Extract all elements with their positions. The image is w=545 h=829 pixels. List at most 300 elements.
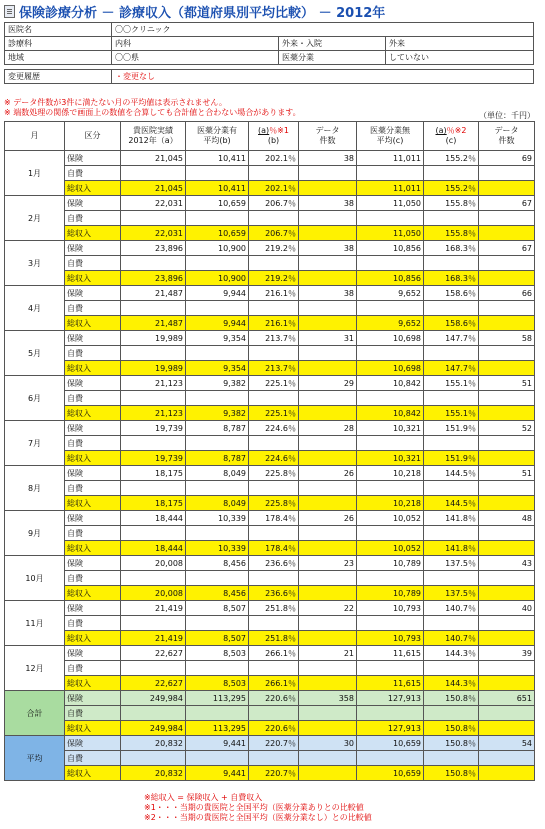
value-cell: 22,031 <box>121 226 186 241</box>
value-cell <box>121 166 186 181</box>
month-label: 平均 <box>5 736 65 781</box>
category-label: 自費 <box>65 166 121 181</box>
self-pay-row <box>5 346 535 361</box>
value-cell <box>479 586 535 601</box>
value-cell: 10,659 <box>186 226 249 241</box>
value-cell <box>299 391 357 406</box>
self-pay-row <box>5 616 535 631</box>
value-cell: 206.7％ <box>249 226 299 241</box>
month-label: 11月 <box>5 601 65 646</box>
value-cell <box>299 751 357 766</box>
category-label: 総収入 <box>65 541 121 556</box>
header-ratio2: (a)％※2 (c) <box>424 122 479 151</box>
value-cell: 38 <box>299 196 357 211</box>
footnote-line: ※2・・・当期の貴医院と全国平均（医薬分業なし）との比較値 <box>144 813 372 822</box>
value-cell <box>479 166 535 181</box>
category-label: 保険 <box>65 646 121 661</box>
value-cell <box>121 436 186 451</box>
value-cell: 10,698 <box>357 361 424 376</box>
insurance-row <box>5 196 535 211</box>
insurance-row <box>5 241 535 256</box>
total-revenue-row <box>5 271 535 286</box>
insurance-row <box>5 736 535 751</box>
value-cell: 8,787 <box>186 421 249 436</box>
value-cell: 18,175 <box>121 496 186 511</box>
history-value: ・変更なし <box>112 70 534 84</box>
insurance-row <box>5 691 535 706</box>
value-cell: 225.8％ <box>249 496 299 511</box>
value-cell: 19,739 <box>121 451 186 466</box>
month-label: 3月 <box>5 241 65 286</box>
value-cell: 10,659 <box>186 196 249 211</box>
value-cell: 10,411 <box>186 181 249 196</box>
header-sep-no: 医薬分業無 平均(c) <box>357 122 424 151</box>
value-cell <box>186 166 249 181</box>
value-cell: 213.7％ <box>249 331 299 346</box>
value-cell: 11,050 <box>357 196 424 211</box>
value-cell: 144.5％ <box>424 466 479 481</box>
value-cell: 21,123 <box>121 406 186 421</box>
value-cell <box>121 211 186 226</box>
category-label: 総収入 <box>65 226 121 241</box>
notes <box>4 98 301 118</box>
value-cell <box>299 706 357 721</box>
value-cell: 155.2％ <box>424 181 479 196</box>
month-label: 6月 <box>5 376 65 421</box>
value-cell <box>186 706 249 721</box>
footnote-line: ※1・・・当期の貴医院と全国平均（医薬分業ありとの比較値 <box>144 803 364 812</box>
value-cell <box>299 661 357 676</box>
value-cell: 158.6％ <box>424 316 479 331</box>
value-cell <box>299 301 357 316</box>
value-cell <box>249 481 299 496</box>
value-cell: 10,339 <box>186 511 249 526</box>
unit-label: （単位：千円） <box>479 111 535 120</box>
value-cell: 236.6％ <box>249 586 299 601</box>
value-cell: 39 <box>479 646 535 661</box>
value-cell <box>479 346 535 361</box>
value-cell <box>479 661 535 676</box>
insurance-row <box>5 151 535 166</box>
value-cell <box>357 301 424 316</box>
value-cell: 20,832 <box>121 736 186 751</box>
value-cell <box>479 541 535 556</box>
value-cell <box>299 676 357 691</box>
category-label: 保険 <box>65 601 121 616</box>
value-cell: 9,441 <box>186 736 249 751</box>
category-label: 自費 <box>65 526 121 541</box>
outin-label: 外来・入院 <box>279 37 386 51</box>
clinic-info-table <box>4 22 534 84</box>
value-cell <box>299 721 357 736</box>
value-cell <box>424 211 479 226</box>
value-cell <box>479 721 535 736</box>
value-cell: 54 <box>479 736 535 751</box>
value-cell <box>299 541 357 556</box>
value-cell: 11,615 <box>357 676 424 691</box>
value-cell: 202.1％ <box>249 151 299 166</box>
header-own: 貴医院実績 2012年（a） <box>121 122 186 151</box>
value-cell: 11,011 <box>357 151 424 166</box>
total-revenue-row <box>5 676 535 691</box>
category-label: 保険 <box>65 286 121 301</box>
value-cell: 10,698 <box>357 331 424 346</box>
value-cell: 127,913 <box>357 691 424 706</box>
value-cell: 10,052 <box>357 511 424 526</box>
value-cell <box>249 436 299 451</box>
category-label: 保険 <box>65 331 121 346</box>
value-cell <box>121 661 186 676</box>
value-cell: 8,503 <box>186 676 249 691</box>
value-cell: 9,944 <box>186 316 249 331</box>
value-cell: 236.6％ <box>249 556 299 571</box>
insurance-row <box>5 466 535 481</box>
category-label: 総収入 <box>65 496 121 511</box>
region-value: 〇〇県 <box>112 51 279 65</box>
value-cell: 10,339 <box>186 541 249 556</box>
value-cell <box>121 346 186 361</box>
value-cell: 216.1％ <box>249 316 299 331</box>
header-count1: データ 件数 <box>299 122 357 151</box>
value-cell: 10,411 <box>186 151 249 166</box>
value-cell <box>121 481 186 496</box>
total-revenue-row <box>5 766 535 781</box>
category-label: 自費 <box>65 571 121 586</box>
category-label: 総収入 <box>65 181 121 196</box>
total-revenue-row <box>5 451 535 466</box>
value-cell: 251.8％ <box>249 631 299 646</box>
value-cell: 141.8％ <box>424 511 479 526</box>
self-pay-row <box>5 166 535 181</box>
value-cell: 20,832 <box>121 766 186 781</box>
value-cell <box>249 706 299 721</box>
month-label: 10月 <box>5 556 65 601</box>
value-cell: 266.1％ <box>249 676 299 691</box>
separation-value: していない <box>386 51 534 65</box>
value-cell <box>479 436 535 451</box>
value-cell: 224.6％ <box>249 451 299 466</box>
value-cell: 10,793 <box>357 631 424 646</box>
value-cell <box>121 571 186 586</box>
value-cell: 10,842 <box>357 406 424 421</box>
value-cell: 8,049 <box>186 466 249 481</box>
value-cell <box>479 211 535 226</box>
value-cell <box>357 571 424 586</box>
month-label: 12月 <box>5 646 65 691</box>
value-cell: 19,739 <box>121 421 186 436</box>
value-cell <box>479 751 535 766</box>
value-cell: 21,487 <box>121 286 186 301</box>
value-cell: 29 <box>299 376 357 391</box>
value-cell: 22,031 <box>121 196 186 211</box>
value-cell: 21,487 <box>121 316 186 331</box>
month-label: 8月 <box>5 466 65 511</box>
value-cell <box>299 766 357 781</box>
category-label: 自費 <box>65 661 121 676</box>
value-cell: 19,989 <box>121 331 186 346</box>
value-cell <box>299 361 357 376</box>
value-cell: 10,789 <box>357 586 424 601</box>
region-label: 地域 <box>5 51 112 65</box>
total-revenue-row <box>5 541 535 556</box>
value-cell: 8,049 <box>186 496 249 511</box>
month-label: 2月 <box>5 196 65 241</box>
value-cell: 651 <box>479 691 535 706</box>
value-cell: 144.3％ <box>424 646 479 661</box>
value-cell: 178.4％ <box>249 541 299 556</box>
self-pay-row <box>5 751 535 766</box>
value-cell: 225.1％ <box>249 376 299 391</box>
insurance-row <box>5 511 535 526</box>
value-cell: 8,456 <box>186 556 249 571</box>
value-cell: 58 <box>479 331 535 346</box>
value-cell: 21,419 <box>121 631 186 646</box>
value-cell: 150.8％ <box>424 766 479 781</box>
value-cell <box>357 391 424 406</box>
value-cell <box>479 571 535 586</box>
value-cell: 206.7％ <box>249 196 299 211</box>
value-cell <box>357 211 424 226</box>
self-pay-row <box>5 256 535 271</box>
category-label: 保険 <box>65 556 121 571</box>
value-cell: 10,218 <box>357 496 424 511</box>
value-cell: 137.5％ <box>424 556 479 571</box>
value-cell <box>121 526 186 541</box>
total-revenue-row <box>5 721 535 736</box>
value-cell <box>121 751 186 766</box>
month-label: 合計 <box>5 691 65 736</box>
value-cell: 144.3％ <box>424 676 479 691</box>
insurance-row <box>5 601 535 616</box>
value-cell <box>357 526 424 541</box>
value-cell: 31 <box>299 331 357 346</box>
value-cell: 9,441 <box>186 766 249 781</box>
header-count2: データ 件数 <box>479 122 535 151</box>
self-pay-row <box>5 661 535 676</box>
category-label: 自費 <box>65 751 121 766</box>
header-sep-yes: 医薬分業有 平均(b) <box>186 122 249 151</box>
value-cell: 151.9％ <box>424 451 479 466</box>
value-cell: 137.5％ <box>424 586 479 601</box>
value-cell: 8,787 <box>186 451 249 466</box>
value-cell: 10,793 <box>357 601 424 616</box>
category-label: 保険 <box>65 376 121 391</box>
value-cell <box>299 436 357 451</box>
value-cell: 52 <box>479 421 535 436</box>
value-cell <box>249 211 299 226</box>
value-cell <box>299 586 357 601</box>
value-cell <box>357 751 424 766</box>
value-cell <box>186 481 249 496</box>
category-label: 自費 <box>65 436 121 451</box>
value-cell <box>299 256 357 271</box>
value-cell: 225.1％ <box>249 406 299 421</box>
value-cell: 38 <box>299 151 357 166</box>
value-cell: 219.2％ <box>249 241 299 256</box>
value-cell <box>186 571 249 586</box>
value-cell <box>424 301 479 316</box>
value-cell <box>357 436 424 451</box>
value-cell <box>186 346 249 361</box>
value-cell <box>299 571 357 586</box>
history-label: 変更履歴 <box>5 70 112 84</box>
value-cell: 21,045 <box>121 151 186 166</box>
value-cell: 10,218 <box>357 466 424 481</box>
value-cell: 141.8％ <box>424 541 479 556</box>
clinic-value: 〇〇クリニック <box>112 23 534 37</box>
separation-label: 医薬分業 <box>279 51 386 65</box>
value-cell: 9,382 <box>186 406 249 421</box>
value-cell <box>357 256 424 271</box>
category-label: 自費 <box>65 706 121 721</box>
value-cell: 66 <box>479 286 535 301</box>
value-cell <box>299 271 357 286</box>
total-revenue-row <box>5 496 535 511</box>
category-label: 保険 <box>65 151 121 166</box>
value-cell <box>424 661 479 676</box>
value-cell <box>479 406 535 421</box>
value-cell: 43 <box>479 556 535 571</box>
page-title <box>4 2 385 20</box>
self-pay-row <box>5 571 535 586</box>
value-cell <box>186 751 249 766</box>
self-pay-row <box>5 391 535 406</box>
category-label: 保険 <box>65 736 121 751</box>
value-cell: 11,615 <box>357 646 424 661</box>
value-cell <box>424 391 479 406</box>
value-cell: 51 <box>479 466 535 481</box>
value-cell: 40 <box>479 601 535 616</box>
value-cell <box>186 661 249 676</box>
category-label: 総収入 <box>65 766 121 781</box>
value-cell: 8,507 <box>186 601 249 616</box>
header-month: 月 <box>5 122 65 151</box>
value-cell: 155.2％ <box>424 151 479 166</box>
value-cell <box>121 706 186 721</box>
insurance-row <box>5 286 535 301</box>
value-cell: 9,652 <box>357 286 424 301</box>
category-label: 総収入 <box>65 406 121 421</box>
value-cell <box>479 256 535 271</box>
value-cell <box>424 166 479 181</box>
footnotes <box>144 793 372 823</box>
value-cell <box>299 526 357 541</box>
outin-value: 外来 <box>386 37 534 51</box>
total-revenue-row <box>5 361 535 376</box>
value-cell <box>299 481 357 496</box>
value-cell: 168.3％ <box>424 241 479 256</box>
value-cell <box>479 451 535 466</box>
category-label: 自費 <box>65 391 121 406</box>
value-cell: 8,507 <box>186 631 249 646</box>
value-cell <box>299 496 357 511</box>
value-cell: 38 <box>299 286 357 301</box>
category-label: 総収入 <box>65 586 121 601</box>
category-label: 自費 <box>65 256 121 271</box>
value-cell: 155.1％ <box>424 376 479 391</box>
value-cell: 38 <box>299 241 357 256</box>
value-cell: 10,842 <box>357 376 424 391</box>
category-label: 総収入 <box>65 271 121 286</box>
value-cell <box>424 256 479 271</box>
value-cell <box>299 631 357 646</box>
value-cell: 213.7％ <box>249 361 299 376</box>
value-cell: 358 <box>299 691 357 706</box>
value-cell: 67 <box>479 241 535 256</box>
value-cell: 216.1％ <box>249 286 299 301</box>
header-row <box>5 122 535 151</box>
value-cell <box>299 451 357 466</box>
month-label: 4月 <box>5 286 65 331</box>
value-cell: 219.2％ <box>249 271 299 286</box>
value-cell: 22,627 <box>121 676 186 691</box>
note-line: ※ 端数処理の関係で画面上の数値を合算しても合計値と合わない場合があります。 <box>4 108 301 117</box>
value-cell: 26 <box>299 466 357 481</box>
value-cell: 10,856 <box>357 241 424 256</box>
self-pay-row <box>5 436 535 451</box>
value-cell <box>186 616 249 631</box>
value-cell <box>357 346 424 361</box>
value-cell <box>424 346 479 361</box>
value-cell <box>249 751 299 766</box>
self-pay-row <box>5 481 535 496</box>
value-cell <box>249 661 299 676</box>
insurance-row <box>5 421 535 436</box>
value-cell: 178.4％ <box>249 511 299 526</box>
category-label: 自費 <box>65 481 121 496</box>
value-cell <box>357 616 424 631</box>
value-cell: 144.5％ <box>424 496 479 511</box>
value-cell <box>249 391 299 406</box>
value-cell: 225.8％ <box>249 466 299 481</box>
value-cell: 147.7％ <box>424 361 479 376</box>
category-label: 総収入 <box>65 361 121 376</box>
value-cell <box>424 706 479 721</box>
value-cell: 150.8％ <box>424 691 479 706</box>
total-revenue-row <box>5 406 535 421</box>
value-cell <box>249 616 299 631</box>
value-cell <box>186 211 249 226</box>
value-cell: 28 <box>299 421 357 436</box>
month-label: 5月 <box>5 331 65 376</box>
total-revenue-row <box>5 316 535 331</box>
value-cell: 220.7％ <box>249 766 299 781</box>
footnote-line: ※総収入 = 保険収入 + 自費収入 <box>144 793 263 802</box>
self-pay-row <box>5 706 535 721</box>
value-cell <box>424 751 479 766</box>
category-label: 自費 <box>65 211 121 226</box>
value-cell: 20,008 <box>121 586 186 601</box>
value-cell: 147.7％ <box>424 331 479 346</box>
value-cell <box>121 256 186 271</box>
value-cell: 21 <box>299 646 357 661</box>
insurance-row <box>5 556 535 571</box>
value-cell <box>249 526 299 541</box>
value-cell: 249,984 <box>121 721 186 736</box>
value-cell: 21,045 <box>121 181 186 196</box>
value-cell: 9,354 <box>186 361 249 376</box>
value-cell <box>249 301 299 316</box>
value-cell: 140.7％ <box>424 601 479 616</box>
value-cell: 21,123 <box>121 376 186 391</box>
value-cell: 48 <box>479 511 535 526</box>
value-cell: 20,008 <box>121 556 186 571</box>
insurance-row <box>5 331 535 346</box>
value-cell: 168.3％ <box>424 271 479 286</box>
insurance-row <box>5 646 535 661</box>
value-cell <box>479 316 535 331</box>
value-cell: 220.6％ <box>249 691 299 706</box>
